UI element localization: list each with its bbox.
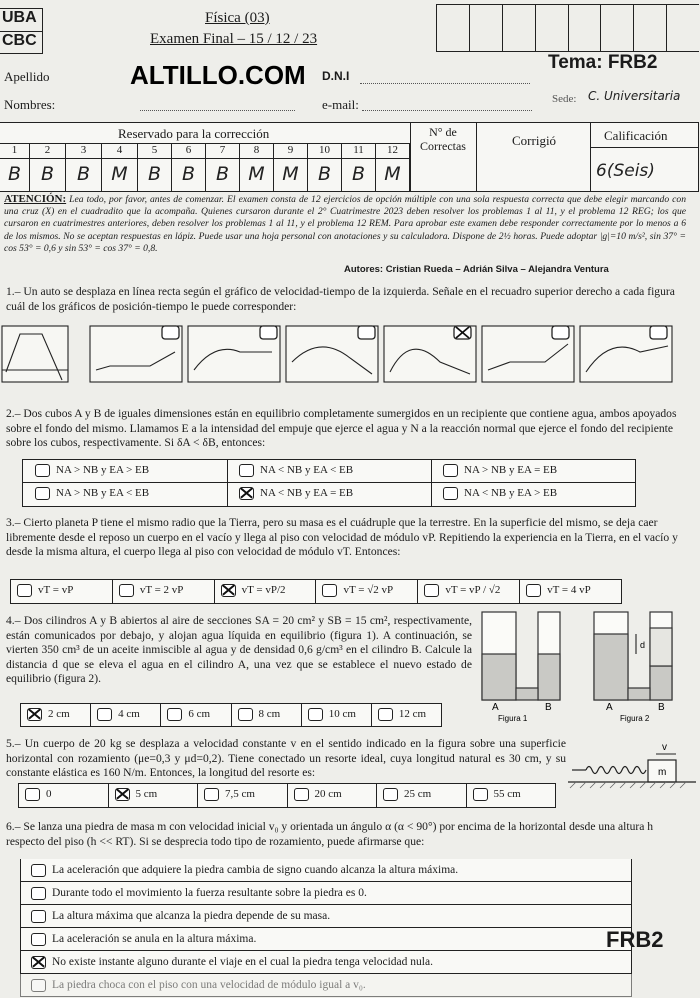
q3-checkbox-4[interactable] (322, 584, 337, 597)
q4-checkbox-1[interactable] (27, 708, 42, 721)
fig1-label-a: A (492, 702, 499, 713)
mass-label: m (658, 767, 667, 778)
reserved-label: Reservado para la corrección (118, 126, 270, 141)
question-number-4: 4 (102, 143, 138, 158)
fig1-label-b: B (545, 702, 552, 713)
q2-checkbox-1[interactable] (35, 464, 50, 477)
q3-option-6[interactable]: vT = 4 vP (520, 580, 621, 603)
question-number-6: 6 (172, 143, 206, 158)
q4-figure (478, 608, 698, 726)
q2-option-6[interactable]: NA < NB y EA > EB (443, 487, 557, 500)
q4-statement: 4.– Dos cilindros A y B abiertos al aire de secciones SA = 20 cm² y SB = 15 cm², respectivamente, están comunicados por debajo, y alojan agua líquida en equilibrio (figura 1). A continuación, se vierten 350 cm³ de un aceite inmiscible al agua y de densidad 0,6 g/cm³ en el cilindro B. Calcule la distancia d que se eleva el agua en el cilindro A, una vez que se establece el nuevo estado de equilibrio (figura 2). (6, 614, 472, 686)
xt-graph-3-check (358, 326, 375, 339)
q5-checkbox-6[interactable] (473, 788, 488, 801)
q6-checkbox-4[interactable] (31, 933, 46, 946)
q6-option-3[interactable]: La altura máxima que alcanza la piedra depende de su masa. (20, 905, 632, 928)
q1-graphs (0, 322, 700, 386)
q1-statement: 1.– Un auto se desplaza en línea recta según el gráfico de velocidad-tiempo de la izquierda. Señale en el recuadro superior derecho a cada figura cuál de los gráficos de posición-tiempo le puede corresponder: (6, 285, 675, 313)
question-number-10: 10 (308, 143, 342, 158)
question-marks-row (0, 158, 410, 191)
correctas-label: N° de Correctas (420, 125, 466, 153)
fig2-label-d: d (640, 640, 646, 650)
q2-option-2[interactable]: NA < NB y EA < EB (239, 464, 353, 477)
q6-checkbox-5[interactable] (31, 956, 46, 969)
q4-option-5[interactable]: 10 cm (302, 704, 372, 726)
atencion-label: ATENCIÓN: (4, 193, 67, 205)
q4-option-1[interactable]: 2 cm (21, 704, 91, 726)
q6-checkbox-6[interactable] (31, 979, 46, 992)
q3-checkbox-1[interactable] (17, 584, 32, 597)
question-number-11: 11 (342, 143, 376, 158)
q6-checkbox-2[interactable] (31, 887, 46, 900)
q6-option-1[interactable]: La aceleración que adquiere la piedra cambia de signo cuando alcanza la altura máxima. (20, 859, 632, 882)
calificacion-label: Calificación (604, 128, 668, 143)
question-mark-6: B (172, 158, 206, 191)
q6-option-6[interactable]: La piedra choca con el piso con una velocidad de módulo igual a v₀. (20, 974, 632, 997)
question-mark-3: B (66, 158, 102, 191)
question-numbers-row (0, 143, 410, 158)
question-mark-12: M (376, 158, 410, 191)
tema-label: Tema: FRB2 (548, 52, 658, 73)
q2-checkbox-2[interactable] (239, 464, 254, 477)
q6-option-2[interactable]: Durante todo el movimiento la fuerza resultante sobre la piedra es 0. (20, 882, 632, 905)
fig2-label-b: B (658, 702, 665, 713)
xt-graph-6-check (650, 326, 667, 339)
q3-checkbox-2[interactable] (119, 584, 134, 597)
q4-option-6[interactable]: 12 cm (372, 704, 441, 726)
q3-option-5[interactable]: vT = vP / √2 (418, 580, 520, 603)
q5-checkbox-3[interactable] (204, 788, 219, 801)
q4-option-3[interactable]: 6 cm (161, 704, 231, 726)
nombres-line (140, 110, 295, 111)
authors: Autores: Cristian Rueda – Adrián Silva – Alejandra Ventura (344, 264, 609, 275)
answer-id-boxes (436, 4, 699, 52)
logo-top: UBA (0, 9, 42, 32)
xt-graph-5-check (552, 326, 569, 339)
q3-option-2[interactable]: vT = 2 vP (113, 580, 215, 603)
q4-option-2[interactable]: 4 cm (91, 704, 161, 726)
q2-option-3[interactable]: NA > NB y EA = EB (443, 464, 557, 477)
email-label: e-mail: (322, 97, 359, 112)
question-mark-9: M (274, 158, 308, 191)
question-number-2: 2 (30, 143, 66, 158)
q3-option-3[interactable]: vT = vP/2 (215, 580, 317, 603)
q5-figure (566, 740, 698, 798)
uba-logo (0, 8, 43, 54)
question-number-5: 5 (138, 143, 172, 158)
apellido-label: Apellido (4, 69, 50, 84)
question-mark-2: B (30, 158, 66, 191)
q6-checkbox-3[interactable] (31, 910, 46, 923)
q5-option-4[interactable]: 20 cm (288, 784, 378, 807)
question-mark-5: B (138, 158, 172, 191)
q2-checkbox-5[interactable] (239, 487, 254, 500)
correction-table (0, 122, 699, 192)
q2-option-1[interactable]: NA > NB y EA > EB (35, 464, 149, 477)
q5-statement: 5.– Un cuerpo de 20 kg se desplaza a velocidad constante v en el sentido indicado en la figura sobre una superficie horizontal con rozamiento (μe=0,3 y μd=0,2). Tiene conectado un resorte ideal, cuya longitud natural es 30 cm, y su constante elástica es 160 N/m. Entonces, la longitud del resorte es: (6, 737, 566, 780)
question-number-3: 3 (66, 143, 102, 158)
q3-checkbox-3[interactable] (221, 584, 236, 597)
dni-label: D.N.I (322, 69, 350, 83)
question-number-12: 12 (376, 143, 410, 158)
q6-statement: 6.– Se lanza una piedra de masa m con velocidad inicial v₀ y orientada un ángulo α (α < 90°) por encima de la horizontal desde una altura h respecto del piso (h << RT). Si se desprecia todo tipo de rozamiento, puede afirmarse que: (6, 820, 654, 848)
q4-checkbox-4[interactable] (238, 708, 253, 721)
q5-option-1[interactable]: 0 (19, 784, 109, 807)
q2-checkbox-4[interactable] (35, 487, 50, 500)
q4-checkbox-3[interactable] (167, 708, 182, 721)
q3-option-1[interactable]: vT = vP (11, 580, 113, 603)
question-number-9: 9 (274, 143, 308, 158)
question-mark-8: M (240, 158, 274, 191)
sede-label: Sede: (552, 93, 577, 105)
q4-checkbox-5[interactable] (308, 708, 323, 721)
q4-option-4[interactable]: 8 cm (232, 704, 302, 726)
q2-option-5[interactable]: NA < NB y EA = EB (239, 487, 353, 500)
email-line (362, 110, 532, 111)
instructions-text: Lea todo, por favor, antes de comenzar. El examen consta de 12 ejercicios de opción múltiple con una sola respuesta correcta que debe elegir marcando con una cruz (X) en el cuadradito que la acompaña. Quienes cursaron durante el 2° Cuatrimestre 2023 deben resolver los problemas 1 al 11, y el problema 12 REG; los que cursaron en cuatrimestres anteriores, deben resolver los problemas 1 al 11, y el problema 12 REM. Para aprobar este examen debe responder correctamente por lo menos a 6 de los mismos. No se aceptan respuestas en lápiz. Puede usar una hoja personal con anotaciones y su calculadora. Dispone de 2½ horas. Puede adoptar |g|=10 m/s², sin 37° = cos 53° = 0,6 y sin 53° = cos 37° = 0,8. (4, 194, 686, 254)
q5-checkbox-5[interactable] (383, 788, 398, 801)
sede-value: C. Universitaria (588, 89, 681, 103)
instructions (4, 193, 686, 255)
q5-checkbox-2[interactable] (115, 788, 130, 801)
question-mark-4: M (102, 158, 138, 191)
q5-checkbox-4[interactable] (294, 788, 309, 801)
xt-graph-1-check (162, 326, 179, 339)
q4-checkbox-2[interactable] (97, 708, 112, 721)
fig2-caption: Figura 2 (620, 714, 650, 723)
q4-options (20, 703, 442, 727)
logo-bottom: CBC (2, 32, 37, 49)
q5-option-6[interactable]: 55 cm (467, 784, 556, 807)
corrigio-label: Corrigió (512, 133, 557, 148)
footer-tag: FRB2 (606, 927, 664, 952)
q3-checkbox-5[interactable] (424, 584, 439, 597)
q5-options (18, 783, 556, 808)
q3-statement: 3.– Cierto planeta P tiene el mismo radio que la Tierra, pero su masa es el cuádruple que la terrestre. En la superficie del mismo, se deja caer libremente desde el reposo un cuerpo en el vacío y llega al piso con velocidad de módulo vP. Repitiendo la experiencia en la Tierra, en el vacío y desde la misma altura, el cuerpo llega al piso con velocidad de módulo vT. Entonces: (6, 516, 678, 559)
xt-graph-2-check (260, 326, 277, 339)
q2-checkbox-3[interactable] (443, 464, 458, 477)
q2-options (22, 459, 636, 507)
fig1-caption: Figura 1 (498, 714, 528, 723)
q3-checkbox-6[interactable] (526, 584, 541, 597)
watermark: ALTILLO.COM (130, 60, 306, 90)
q2-statement: 2.– Dos cubos A y B de iguales dimensiones están en equilibrio completamente sumergidos en un recipiente que contiene agua, ambos apoyados sobre el fondo del mismo. Llamamos E a la intensidad del empuje que ejerce el agua y N a la reacción normal que ejerce el fondo del recipiente sobre los cubos, respectivamente. Si δA < δB, entonces: (6, 407, 677, 450)
dni-line (360, 83, 530, 84)
question-mark-11: B (342, 158, 376, 191)
q5-option-5[interactable]: 25 cm (377, 784, 467, 807)
q6-option-4[interactable]: La aceleración se anula en la altura máxima. (20, 928, 632, 951)
q5-checkbox-1[interactable] (25, 788, 40, 801)
q5-option-2[interactable]: 5 cm (109, 784, 199, 807)
exam-title: Examen Final – 15 / 12 / 23 (150, 31, 318, 47)
velocity-label: v (662, 742, 667, 753)
q2-option-4[interactable]: NA > NB y EA < EB (35, 487, 149, 500)
nombres-label: Nombres: (4, 97, 56, 112)
q4-checkbox-6[interactable] (378, 708, 393, 721)
fig2-label-a: A (606, 702, 613, 713)
question-mark-7: B (206, 158, 240, 191)
q2-checkbox-6[interactable] (443, 487, 458, 500)
question-number-1: 1 (0, 143, 30, 158)
q3-options (10, 579, 622, 604)
question-number-8: 8 (240, 143, 274, 158)
subject-title: Física (03) (205, 10, 270, 26)
q5-option-3[interactable]: 7,5 cm (198, 784, 288, 807)
question-mark-10: B (308, 158, 342, 191)
q6-checkbox-1[interactable] (31, 864, 46, 877)
question-number-7: 7 (206, 143, 240, 158)
q3-option-4[interactable]: vT = √2 vP (316, 580, 418, 603)
question-mark-1: B (0, 158, 30, 191)
grade-value: 6(Seis) (596, 161, 655, 181)
q6-option-5[interactable]: No existe instante alguno durante el viaje en el cual la piedra tenga velocidad nula. (20, 951, 632, 974)
